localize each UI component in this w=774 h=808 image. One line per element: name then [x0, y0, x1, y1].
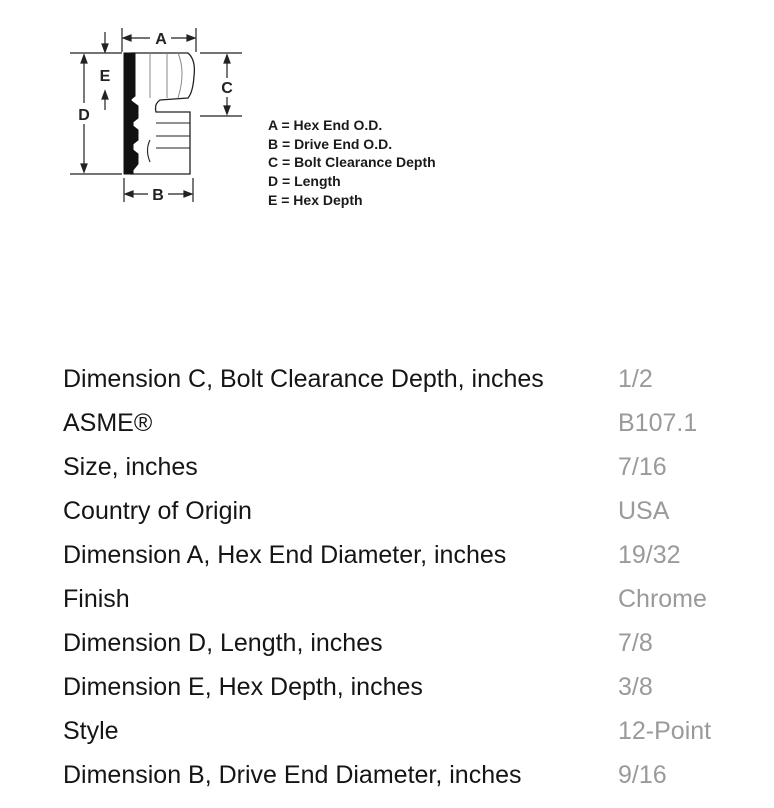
spec-label: Dimension E, Hex Depth, inches: [63, 673, 423, 701]
spec-value: 9/16: [618, 761, 667, 789]
spec-value: 1/2: [618, 365, 653, 393]
legend-item-e: E = Hex Depth: [268, 191, 363, 208]
spec-row-finish: [63, 577, 753, 621]
spec-label: Dimension A, Hex End Diameter, inches: [63, 541, 507, 569]
spec-label: ASME®: [63, 409, 153, 437]
dimension-e-letter: E: [99, 68, 111, 85]
spec-value: 19/32: [618, 541, 681, 569]
socket-dimension-diagram: [0, 0, 480, 220]
legend-item-a: A = Hex End O.D.: [268, 117, 383, 133]
spec-row-dimension-a: [63, 533, 753, 577]
legend-item-c: C = Bolt Clearance Depth: [268, 154, 436, 171]
spec-row-dimension-e: [63, 665, 753, 709]
spec-label: Dimension B, Drive End Diameter, inches: [63, 761, 522, 789]
spec-value: 7/8: [618, 629, 653, 657]
spec-value: Chrome: [618, 585, 707, 613]
spec-row-asme: [63, 401, 753, 445]
spec-row-size: [63, 445, 753, 489]
socket-outline-shape: [124, 53, 194, 174]
spec-value: 3/8: [618, 673, 653, 701]
spec-value: 12-Point: [618, 717, 712, 745]
spec-label: Finish: [63, 585, 130, 613]
dimension-legend: [268, 116, 436, 210]
legend-item-b: B = Drive End O.D.: [268, 135, 393, 152]
dimension-b-letter: B: [152, 187, 164, 204]
spec-label: Dimension D, Length, inches: [63, 629, 383, 657]
spec-row-dimension-b: [63, 753, 753, 797]
spec-label: Dimension C, Bolt Clearance Depth, inches: [63, 365, 544, 393]
dimension-a-letter: A: [155, 31, 167, 48]
dimension-d-letter: D: [78, 107, 90, 124]
spec-value: USA: [618, 497, 670, 525]
specifications-table: [63, 357, 753, 797]
legend-item-d: D = Length: [268, 173, 341, 190]
spec-value: B107.1: [618, 409, 698, 437]
spec-row-country-of-origin: [63, 489, 753, 533]
spec-value: 7/16: [618, 453, 667, 481]
spec-label: Size, inches: [63, 453, 198, 481]
spec-label: Style: [63, 717, 119, 745]
spec-label: Country of Origin: [63, 497, 252, 525]
spec-row-style: [63, 709, 753, 753]
spec-row-dimension-c: [63, 357, 753, 401]
dimension-c-letter: C: [221, 80, 233, 97]
spec-row-dimension-d: [63, 621, 753, 665]
